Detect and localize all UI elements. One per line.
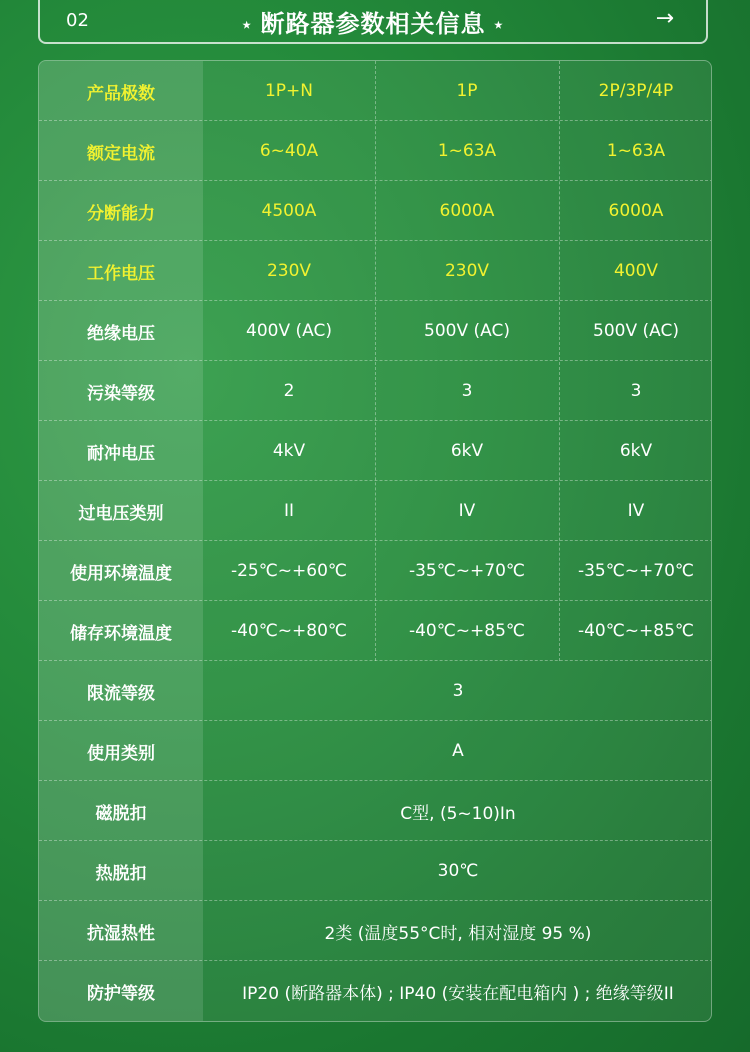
row-value: 2P/3P/4P	[598, 81, 674, 101]
row-value: 30℃	[437, 861, 479, 881]
star-right-icon: ⋆	[491, 13, 507, 38]
row-value: 400V (AC)	[246, 321, 332, 341]
row-value: 500V (AC)	[424, 321, 510, 341]
row-value: -40℃~+80℃	[230, 621, 348, 641]
table-row	[39, 241, 712, 301]
row-value: 400V	[613, 261, 659, 281]
star-left-icon: ⋆	[239, 13, 255, 38]
table-row	[39, 541, 712, 601]
row-value: 6~40A	[259, 141, 319, 161]
table-row	[39, 421, 712, 481]
arrow-right-icon[interactable]: →	[655, 6, 674, 31]
row-value: 6000A	[608, 201, 664, 221]
row-value: II	[283, 501, 295, 521]
table-row	[39, 301, 712, 361]
row-value: -40℃~+85℃	[408, 621, 526, 641]
row-value: 4500A	[261, 201, 317, 221]
table-row	[39, 661, 712, 721]
table-row	[39, 121, 712, 181]
row-value: 230V	[266, 261, 312, 281]
row-value: -25℃~+60℃	[230, 561, 348, 581]
row-value: 6kV	[619, 441, 653, 461]
row-value: IV	[458, 501, 476, 521]
row-value: A	[452, 741, 464, 761]
table-row	[39, 901, 712, 961]
row-value: 3	[452, 681, 464, 701]
row-value: 2	[283, 381, 295, 401]
row-label: 分断能力	[87, 203, 155, 224]
row-label: 使用类别	[87, 743, 155, 764]
spec-table	[38, 60, 712, 1022]
row-label: 使用环境温度	[70, 563, 172, 584]
table-row	[39, 721, 712, 781]
row-label: 储存环境温度	[70, 623, 172, 644]
row-label: 耐冲电压	[87, 443, 155, 464]
table-row	[39, 361, 712, 421]
row-label: 热脱扣	[95, 863, 147, 884]
row-label: 绝缘电压	[87, 323, 155, 344]
row-value: 3	[630, 381, 642, 401]
row-value: -40℃~+85℃	[577, 621, 695, 641]
row-label: 产品极数	[87, 83, 155, 104]
row-value: 6kV	[450, 441, 484, 461]
row-value: 1P+N	[264, 81, 314, 101]
row-label: 限流等级	[87, 683, 155, 704]
row-value: 2类 (温度55°C时, 相对湿度 95 %)	[324, 923, 592, 944]
row-value: 500V (AC)	[593, 321, 679, 341]
table-row	[39, 181, 712, 241]
row-value: -35℃~+70℃	[408, 561, 526, 581]
row-value: 3	[461, 381, 473, 401]
section-header	[38, 0, 708, 44]
row-label: 防护等级	[87, 983, 155, 1004]
row-value: IV	[627, 501, 645, 521]
row-label: 抗湿热性	[87, 923, 155, 944]
table-row	[39, 481, 712, 541]
row-value: 1~63A	[606, 141, 666, 161]
row-label: 额定电流	[87, 143, 155, 164]
row-value: 1P	[456, 81, 478, 101]
table-row	[39, 961, 712, 1021]
table-row	[39, 601, 712, 661]
row-label: 污染等级	[87, 383, 155, 404]
row-value: 6000A	[439, 201, 495, 221]
row-label: 磁脱扣	[95, 803, 147, 824]
row-value: 1~63A	[437, 141, 497, 161]
section-number: 02	[66, 10, 89, 31]
table-row	[39, 841, 712, 901]
table-row	[39, 781, 712, 841]
section-title-wrap	[40, 4, 706, 39]
row-value: 230V	[444, 261, 490, 281]
row-value: -35℃~+70℃	[577, 561, 695, 581]
section-title: 断路器参数相关信息	[260, 10, 486, 38]
row-value: IP20 (断路器本体) ; IP40 (安装在配电箱内 ) ; 绝缘等级II	[242, 983, 674, 1004]
row-value: 4kV	[272, 441, 306, 461]
row-value: C型, (5~10)In	[400, 803, 516, 824]
table-row	[39, 61, 712, 121]
row-label: 过电压类别	[78, 503, 164, 524]
row-label: 工作电压	[87, 263, 155, 284]
